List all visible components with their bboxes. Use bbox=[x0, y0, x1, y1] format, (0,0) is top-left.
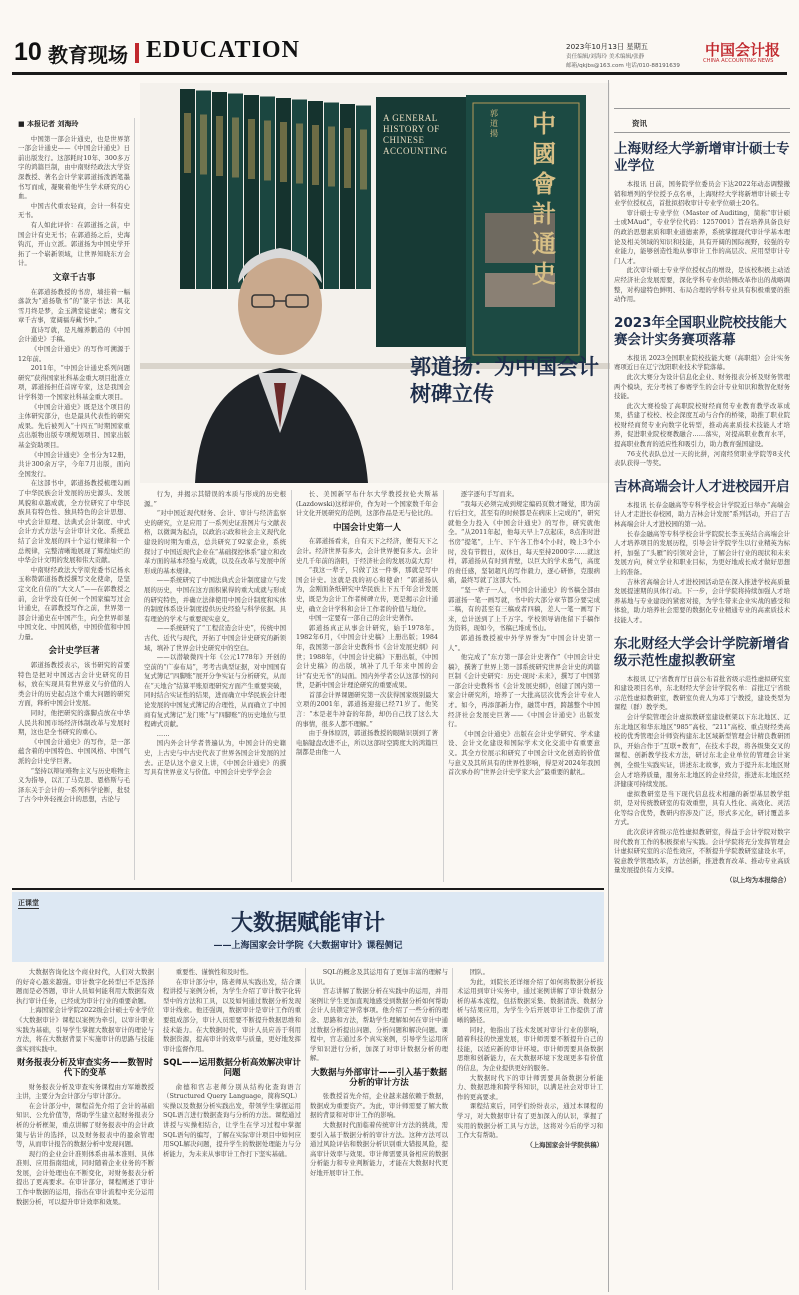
paragraph: 课程结束后，同学们纷纷表示，通过本课程的学习，对大数据审计有了更加深入的认识，掌握了实用的数据分析工具与方法，这将对今后的学习和工作大有帮助。 bbox=[457, 1102, 603, 1140]
book-spine-label bbox=[344, 128, 351, 188]
paragraph: 同时，他把研究的落脚点放在中华人民共和国市场经济体制改革与发展时期，这也是全书研究的重心。 bbox=[18, 709, 130, 737]
editors: 责任编辑/刘海玲 美术编辑/张静 bbox=[566, 54, 645, 60]
subheading: 大数据与外部审计——引入基于数据分析的审计方法 bbox=[310, 1067, 447, 1088]
news-body bbox=[614, 354, 790, 469]
paragraph: 他完成了“东方第一部会计史著作”《中国会计史稿》，撰著了世界上第一部系统研究世界会计史的鸿篇巨制《会计史研究：历史·现时·未来》，撰写了中国第一部会计史教科书《会计发展史纲》，创建了国内第一家会计研究所，培养了一大批高层次优秀会计专业人才。如今，再添部新力作，融贯中西，跨越整个中国经济社会发展史巨著——《中国会计通史》出版发行。 bbox=[448, 653, 600, 729]
book-spine-label bbox=[296, 124, 303, 184]
paragraph: ——系统研究了中国法典式会计制度建立与发展的历史，中国在这方面积累得的重大成就与形成的研究特色，并确立法律使用中国会计制度和实体的制度体系设计制度提供历史经验与科学依据。具有理论的学术与重要现实意义。 bbox=[144, 576, 286, 623]
paragraph: 在郭道扬看来，自有天下之经济，便有天下之会计。经济世界有多大，会计世界便有多大。会计史几千年前的洛阳，于经济社会的发展功莫大焉！ bbox=[296, 537, 438, 565]
byline: ■ 本报记者 刘海玲 bbox=[18, 120, 79, 128]
column-rule bbox=[443, 490, 444, 882]
paragraph: 大数据时代面临着传统审计方法的挑战，需要引入基于数据分析的审计方法。这种方法可以通过风险评估和数据分析识别重大错报风险，提高审计效率与效果。审计师需要具备相应的数据分析能力和专业判断能力，才能在大数据时代更好地开展审计工作。 bbox=[310, 1120, 448, 1177]
news-body bbox=[614, 180, 790, 305]
sidebar-rule bbox=[608, 80, 609, 1292]
paragraph: 郭道扬教授被中外学界誉为“中国会计史第一人”。 bbox=[448, 633, 600, 652]
paragraph: 有人如此评价：在郭道扬之前，中国会计有史无书；在郭道扬之后，史海钩沉，开山立派。郭道扬为中国史学开拓了一个崭新领域，让世界知晓东方会计。 bbox=[18, 220, 130, 268]
feature-headline: 郭道扬：为中国会计树碑立传 bbox=[410, 355, 599, 406]
contact: 邮箱/qkjbs@163.com 电话/010-88191639 bbox=[566, 63, 680, 69]
subheading: 中国会计史第一人 bbox=[332, 522, 401, 533]
column-rule bbox=[305, 968, 306, 1290]
lower-subheadline: ——上海国家会计学院《大数据审计》课程侧记 bbox=[213, 941, 403, 951]
paragraph: 76支代表队总过一天的比拼，河南经贸职业学院等8支代表队获得一等奖。 bbox=[614, 449, 790, 468]
paragraph: 上海国家会计学院2022级会计硕士专业学位《大数据审计》课程以案例为牵引，以审计职业实践为基础，引导学生掌握大数据审计的理论与方法，将在大数据背景下实施审计的思路与技能落实到实践中。 bbox=[16, 1006, 154, 1053]
paragraph: 《中国会计通史》的写作，是一部蕴含着的中国特色、中国风格、中国气派的会计史学巨著。 bbox=[18, 737, 130, 765]
column-rule bbox=[134, 118, 135, 880]
paragraph: 中南财经政法大学原党委书记杨永玉称赞郭道扬教授撰写文化使命，是坚定文化自信的“大文人”——在郭教授之前，会计学没有任何一个国家编写过会计通史，在郭教授写作之前，世界第一部会计通史在中国产生，向全世界彰显中国文化、中国风格，中国价值和中国力量。 bbox=[18, 565, 130, 641]
subheading: 会计史学巨著 bbox=[48, 646, 100, 657]
paragraph: “我这一辈子，只做了这一件事，那就是写中国会计史。这就是我的初心和使命！”郭道扬认为，金刚面条纸研究中华民族上下五千年会计发展史，既是为会计工作者树碑立传，更是揭示会计通史，确立会计学科和会计工作者的价值与地位。 bbox=[296, 566, 438, 613]
paragraph: 本报讯 日前，国务院学位委员会下达2022年动态调整撤销和增列的学位授予点名单，上海财经大学将新增审计硕士专业学位授权点，首批拟招收审计专业学位硕士20名。 bbox=[614, 180, 790, 208]
paper-logo: 中国会计报 bbox=[705, 41, 781, 59]
book-author: 郭道揚 bbox=[490, 109, 498, 138]
paragraph: 逐字逐句手写而来。 bbox=[460, 490, 519, 498]
paragraph: 行为，并揭示其错误的本质与形成的历史根源。” bbox=[144, 490, 286, 508]
subheading: 财务报表分析及审查实务——数智时代下的变革 bbox=[16, 1058, 153, 1078]
paragraph: 此次大赛检验了高职院校财经商贸专业教育教学改革成果，搭建了校校、校企深度互动与合作的桥梁，助推了职业院校财经商贸专业向数字化转型，推动高素质技术技能人才培养，促进职业院校赛教融合……落实，对提高职业教育水平，提高职业教育的适应性和吸引力，助力教育强国建设。 bbox=[614, 401, 790, 449]
lower-col-2 bbox=[163, 968, 301, 1290]
paragraph: SQL的概念及其运用有了更加丰富的理解与认识。 bbox=[310, 968, 448, 986]
section-divider bbox=[135, 43, 139, 63]
paragraph: 审计硕士专业学位（Master of Auditing，简称“审计硕士或MAud”，专业学位代码：1257001）旨在培养具备良好的政治思想素质和职业道德素养，系统掌握现代审计学基本理论及相关领域的知识和技能，具有开阔的国际视野，较强的专业能力，能够创造性地从事审计工作的高层次、应用型审计专门人才。 bbox=[614, 208, 790, 265]
paragraph: 虚拟教研室是当下现代信息技术相融的新型基层教学组织，是对传统教研室的有效重塑，具有人性化、高效化、灵活化等综合优势，教研内容涉及广泛，形式多元化，研讨覆盖多方式。 bbox=[614, 789, 790, 827]
paragraph: 本报讯 辽宁省教育厅日前公布首批省级示范性虚拟研究室和建设项目名单，东北财经大学会计学院名单：首批辽宁省级示范性虚拟教研室，教研室负责人为邓丁宁教授，建设类型为课程（群）教学类。 bbox=[614, 674, 790, 712]
paragraph: “对中国近现代财务、会计、审计与经济监察史的研究，立足应用了一系列史证准图片与文献表格，以微调为起点，以政治示政和社会主义现代化建设的时期为重点，总共研究了92家企业，系统探讨了中国近现代企业在“基础探控体系”建立和改革方面的基本经验与成就，以及在改革与发展中所形成的基本规律。 bbox=[144, 509, 286, 575]
paragraph: …… bbox=[156, 729, 170, 738]
column-rule bbox=[452, 968, 453, 1290]
book-spine-label bbox=[216, 116, 223, 176]
sidebar-tag-label: 资讯 bbox=[632, 119, 647, 128]
paper-logo-en: CHINA ACCOUNTING NEWS bbox=[703, 58, 774, 64]
news-title: 东北财经大学会计学院新增省级示范性虚拟教研室 bbox=[614, 635, 790, 669]
feature-col-4 bbox=[448, 490, 600, 882]
paragraph: 大数据时代下的审计师需要具备数据分析能力、数据思维和跨学科知识，以满足社会对审计工作的更高要求。 bbox=[457, 1073, 603, 1101]
paragraph: 国内外会计学者普遍认为，中国会计的史籍史，上古史与中古史代表了世界各国会计发展的过去。正是认这个意义上讲，《中国会计通史》的撰写具有世界意义与价值。中国会计史学学会会 bbox=[144, 739, 286, 777]
paragraph: 中国古代重农轻商，会计一科有史无书。 bbox=[18, 201, 130, 220]
news-title: 吉林高端会计人才进校园开启 bbox=[614, 478, 790, 495]
paragraph: 中国一定要有一部自己的会计史著作。 bbox=[308, 614, 418, 623]
paragraph: “我每天必须完成到规定编码页数才睡觉，即为前行后扫文，甚至有的时候都是在病床上完成的”，研究就他全力投入《中国会计通史》的写作，研究就他全。“从2011年起，他每天早上7点起床，8点准时进书房“提笔”，上午、下午各工作4个小时，晚上3个小时，没有节假日，双休日，每天至持2000字……就这样，郭道扬从有时到青壁，以巨大的学术勇气，高度的责任感，坚韧超凡的写作毅力，逐心研修，克服病痛，最终写就了这部大书。 bbox=[448, 499, 600, 585]
lower-col-4 bbox=[457, 968, 603, 1290]
sidebar bbox=[614, 108, 790, 1292]
news-title: 2023年全国职业院校技能大赛会计实务赛项落幕 bbox=[614, 314, 787, 348]
paragraph: 直诗写就，是凡缠养鹏造的《中国会计通史》手稿。 bbox=[18, 325, 130, 344]
paragraph: 《中国会计通史》既是这个项目的主体研究部分，也是最具代表性的研究成果。先后被列入“十四五”时期国家重点出版物出版专项规划项目、国家出版基金资助项目。 bbox=[18, 402, 130, 449]
news-body bbox=[614, 675, 790, 886]
paragraph: 在会计部分中，课程首先介绍了会计的基础知识、公允价值等，帮助学生建立起财务报表分析的分析框架，重点讲解了财务报表中的会计政策与估计的选择，以及财务报表中的盈余管理等，从而审计报告的数据分析中发现问题。 bbox=[16, 1101, 154, 1149]
news-body bbox=[614, 501, 790, 626]
subheading: SQL——运用数据分析高效解决审计问题 bbox=[163, 1058, 301, 1078]
issue-date: 2023年10月13日 星期五 bbox=[566, 42, 648, 51]
paragraph: 《中国会计通史》的写作可溯源于12年前。 bbox=[18, 345, 130, 363]
paragraph: 长春金融高等专科学校会计学院院长李玉英结合高端会计人才培养项目的发展历程，引导会计学院学生以行业精英为标杆，加强了“头雁”的引领对会计，了解会计行业的现状和未来发展方向，树立学业和职业目标，为更好地成长成才做好思想上的准备。 bbox=[614, 529, 790, 576]
lower-headline: 大数据赋能审计 bbox=[230, 911, 385, 936]
paragraph: 由于身体原因，郭道扬教授的眼睛识别到了著电脑键盘改进不止，所以这部时空跨度大的鸿篇巨制都是由他一人 bbox=[296, 729, 438, 757]
paragraph: 为此，刘院长还详细介绍了如何将数据分析技术运用到审计实务中，通过案例讲解了审计数据分析的基本流程，包括数据采集、数据清洗、数据分析与结果应用，为学生今后开展审计工作提供了清晰的路径。 bbox=[457, 977, 603, 1024]
paragraph: 在郭道扬教授的书房，墙挂着一幅落款为“道扬敬书”的“篆字书法：风花雪月终是梦，金玉满堂徒虚荣；鹰有文章千古事，宽阔福寿藏书中。” bbox=[18, 287, 130, 325]
lower-col-3 bbox=[310, 968, 448, 1290]
section-title-cn: 教育现场 bbox=[48, 43, 128, 67]
paragraph: 在这部书中，郭道扬教授梳理勾画了中华民族会计发展的历史源头、发展风貌和卓越成就，全方位研究了中华民族具有特色性、独具特色的会计思想、中式会计原理、法典式会计制度、中式会计方式方法与会计审计文化、系统总结了会计发展的四十个运行规律和一个总规律，完整清晰地展现了辉煌灿烂的中华会计文明的发展和伟大贡献。 bbox=[18, 479, 130, 565]
book-spine-label bbox=[360, 130, 367, 190]
paragraph: 会计学院管理会计虚拟教研室建设框架以下东北地区、辽东北地区和华东地区“985”高校、“211”高校、重点财经类高校的优秀管理会计师资构建东北区域新型管理会计精良教研团队，开始合作于“互联+教育”，在技术手段，将各级集交叉的课程、创新教学技术方法，研讨东北企业单位的管理会计案例，全级生实践实证，讲述东北故事，致力于提升东北地区财会人才培养质量，服务东北地区的企业经营，推进东北地区经济健康可持续发展。 bbox=[614, 712, 790, 789]
credit: （上海国家会计学院供稿） bbox=[526, 1140, 603, 1149]
paragraph: 宫志讲解了数据分析在实践中的运用，并用案例让学生更加直观地感受到数据分析如何帮助会计人员锁定异常事项。他介绍了一些分析的理念、思路和方法，帮助学生理解如何在审计中通过数据分析提出问题、分析问题和解决问题。课程中，宫志通过多个真实案例，引导学生运用所学知识进行分析，加深了对审计数据分析的理解。 bbox=[310, 987, 448, 1063]
paragraph: 《中国会计通史》全书分为12册，共计300余万字，今年7月出版，面向全国发行。 bbox=[18, 450, 130, 478]
page-number: 10 bbox=[14, 38, 42, 66]
paragraph: 此次审计硕士专业学位授权点的增设，是该校积极主动适应经济社会发展需要，深化学科专业供给侧改革作出的战略调整，对构建特色鲜明、布局合理的学科专业具有积极重要的推动作用。 bbox=[614, 266, 790, 304]
book-spine-label bbox=[328, 127, 335, 187]
paragraph: 现行的企业会计准则体系由基本准则、具体准则、应用指南组成，同时随着企业业务的不断发展，会计处理也在不断变化，对财务报表分析提出了更高要求。在审计部分，课程阐述了审计工作中数据的运用，指出在审计流程中充分运用数据分析，可以提升审计效率和效果。 bbox=[16, 1149, 154, 1206]
book-spine-label bbox=[248, 119, 255, 179]
book-title-cn: 中國會計通史 bbox=[532, 109, 556, 288]
book-spine-label bbox=[280, 122, 287, 182]
feature-col-3 bbox=[296, 490, 438, 882]
paragraph: 此次大赛分为设计信息化企业、财务报表分析及财务管理两个模块，充分考核了参赛学生的会计专业知识和数智化财务技能。 bbox=[614, 372, 790, 401]
feature-col-2 bbox=[144, 490, 286, 882]
paragraph: “坚一辈子一人，《中国会计通史》的书稿全部由郭道扬一笔一画写就，书中的大部分章节都分要完成二稿，有的甚至有三稿或者四稿，差人一笔一画写下来，总计送到了上千万字。学校领导请他留下手稿作为资料，现如今，书稿已堆成书山。 bbox=[448, 585, 600, 633]
credit: （以上均为本报综合） bbox=[726, 876, 790, 885]
paragraph: 同时，他指出了技术发展对审计行业的影响，随着科技的快速发展，审计师需要不断提升自己的技能，以适应新的审计环境。审计师需要具备数据思维和创新能力，在大数据环境下发现更多有价值的信息，为企业提供更好的服务。 bbox=[457, 1025, 603, 1072]
paragraph: 2011年，“中国会计通史系列问题研究”获得国家社科基金重大项目批准立项，郭道扬担任首席专家，这是我国会计学科第一个国家社科基金重大项目。 bbox=[18, 364, 130, 402]
paragraph: 此次获评省级示范性虚拟教研室，得益于会计学院对数字时代教育工作的积极探索与实践。会计学院将充分发挥管理会计虚拟研究室的示范性效应，不断提升学院教研室建设水平，锐意教学管理改革，方法创新，推进教育改革、推动专业高质量发展提供有力支撑。 bbox=[614, 828, 790, 875]
paragraph: 中国第一部会计通史，也是世界第一部会计通史——《中国会计通史》日前出版发行。这部耗时10年、300多万字的鸿篇巨制，由中南财经政法大学资深教授、著名会计学家郭道扬泼洒笔墨书写而成，凝聚着他毕生学术研究的心血。 bbox=[18, 134, 130, 201]
section-title-en: EDUCATION bbox=[146, 37, 300, 63]
book-spine-label bbox=[232, 118, 239, 178]
paragraph: 郭道扬真正从事会计研究，始于1978年。1982年6月，《中国会计史稿》上册出版；1984年，我国第一部会计史教科书《会计发展史纲》问世；1988年，《中国会计史稿》下册出版，《中国会计史稿》的出版，填补了几千年来中国的会计“有史无书”的局面。国内外学者公认这部书的问世，是新中国会计理论研究的重要成果。 bbox=[296, 623, 438, 690]
paragraph: 长、美国新罕布什尔大学教授拉伦夫斯基(Lazdowski)这样评价，作为对一个国家数千年会计文化开展研究的范例，这部作品是无与伦比的。 bbox=[296, 490, 438, 518]
book-spine-label bbox=[312, 125, 319, 185]
book-spine-label bbox=[200, 115, 207, 175]
paragraph: ——系统研究了“工程营造会计史”，传统中国古代、近代与现代，开拓了中国会计史研究的新领域，填补了世界会计史研究中的空白。 bbox=[144, 624, 286, 652]
column-rule bbox=[158, 968, 159, 1290]
paragraph: 张教授首先介绍，企业越来越依赖于数据，数据成为重要资产。为此，审计师需要了解大数据的背景和对审计工作的影响。 bbox=[310, 1092, 448, 1120]
paragraph: 俞德和官志老师分别从结构化查询语言（Structured Query Language，简称SQL）实操以及数据分析实践出发，带领学生掌握运用SQL语言进行数据查询与分析的方法。课程通过讲授与实操相结合，让学生在学习过程中掌握SQL语句的编写，了解在实际审计项目中如何应用SQL解决问题，提升学生的数据处理能力与分析能力，为未来从事审计工作打下坚实基础。 bbox=[163, 1082, 301, 1158]
news-title: 上海财经大学新增审计硕士专业学位 bbox=[614, 141, 790, 174]
masthead bbox=[0, 0, 799, 74]
paragraph: 本报讯 长春金融高等专科学校会计学院近日举办“高端会计人才走进长春校园，助力吉林会计发展”系列活动，开启了吉林高端会计人才进校园的第一站。 bbox=[614, 500, 790, 529]
paragraph: 郭道扬教授表示，该书研究的首要特色是把对中国远古会计史研究的目标，放在实现具有世界意义与价值的人类会计的历史起点这个重大问题的研究方面，释析中国会计发展。 bbox=[18, 661, 130, 708]
paragraph: 本报讯 2023全国职业院校技能大赛（高职组）会计实务赛项近日在辽宁沈阳职业技术学院落幕。 bbox=[614, 353, 790, 372]
paragraph: 财务报表分析及审查实务课程由方军雄教授主讲，主要分为会计部分与审计部分。 bbox=[16, 1082, 154, 1101]
sidebar-tag bbox=[614, 108, 790, 133]
paragraph: 在审计部分中，陈老师从实践出发，结合课程讲授与案例分析，为学生介绍了审计数字化转型中的方法和工具，以及如何通过数据分析发现审计线索。他还强调，数据审计是审计工作的重要组成部分，审计人员需要不断提升数据思维和技术能力。在大数据时代，审计人员应善于利用数据资源，提高审计的效率与质量，更好地发挥审计监督作用。 bbox=[163, 977, 301, 1053]
column-tag: 正课堂 bbox=[18, 899, 39, 907]
paragraph: 首部会计界课题研究第一次获得国家级别最大立项的2001年，郭道扬迎接已经71岁了。他笑言：“本是老牛冲奋的年龄，却仍自己找了这么大的事情，很多人都不理解。” bbox=[296, 690, 438, 728]
paragraph: “坚持以辩证唯物主义与历史唯物主义为指导，以汇了马克思、恩格斯与毛泽东关于会计的一系列科学论断，批驳了古今中外轻视会计的思想，古论与 bbox=[18, 766, 130, 804]
book-spine-label bbox=[184, 113, 191, 173]
book-title-en: A GENERAL HISTORY OF CHINESE ACCOUNTING bbox=[383, 113, 448, 156]
feature-photo bbox=[140, 83, 610, 483]
paragraph: ——以潜敏微四十年《公元1778年》开创的空前的“广泰布局”，考考古典型证据，对中国国有复式簿记“四脚账”展开分争实证与分析研究，从而在“天地合”结算平账原理研究方面产生重要突破，同时结合实证性的结果，进而确立中华民族会计理论发展的中国复式簿记的合理性，从而确立了中国商有复式簿记“龙门账”与“四脚账”的历史地位与里程碑式贡献。 bbox=[144, 653, 286, 729]
lower-banner bbox=[12, 892, 604, 962]
paragraph: 吉林省高端会计人才进校园活动是在深入推进学校高质量发展提速期的具体行动。下一步，会计学院将持续加强人才培养基地与专业建设的紧密对接，为学生带来企业实战的感受和体验，助力培养社会需要的数据化专业精通专业的高素质技术技能人才。 bbox=[614, 577, 790, 624]
paragraph: 团队。 bbox=[469, 968, 489, 976]
masthead-rule bbox=[12, 72, 787, 75]
paragraph: 重要性、谨慎性和及时性。 bbox=[175, 968, 253, 976]
paragraph: 大数据咨询化这个商业时代，人们对大数据的好奇心越来越强。审计数字化转型已不是选择题而是必答题，审计人员如何能利用大数据有效执行审计任务，已经成为审计行业的重要命题。 bbox=[16, 968, 154, 1005]
paragraph: 《中国会计通史》出版在会计史学研究、学术建设、会计文化建设和国际学术文化交流中有重要意义。其全方位展示和研究了中国会计文化创造的价值与意义及其所具有的世界性影响，得是对2024年我国首次承办的“世界会计史学家大会”最重要的献礼。 bbox=[448, 729, 600, 777]
lower-article-rule bbox=[12, 888, 604, 890]
feature-col-1 bbox=[18, 120, 130, 880]
column-rule bbox=[291, 490, 292, 882]
subheading: 文章千古事 bbox=[52, 272, 96, 283]
lower-col-1 bbox=[16, 968, 154, 1290]
book-spine-label bbox=[264, 121, 271, 181]
